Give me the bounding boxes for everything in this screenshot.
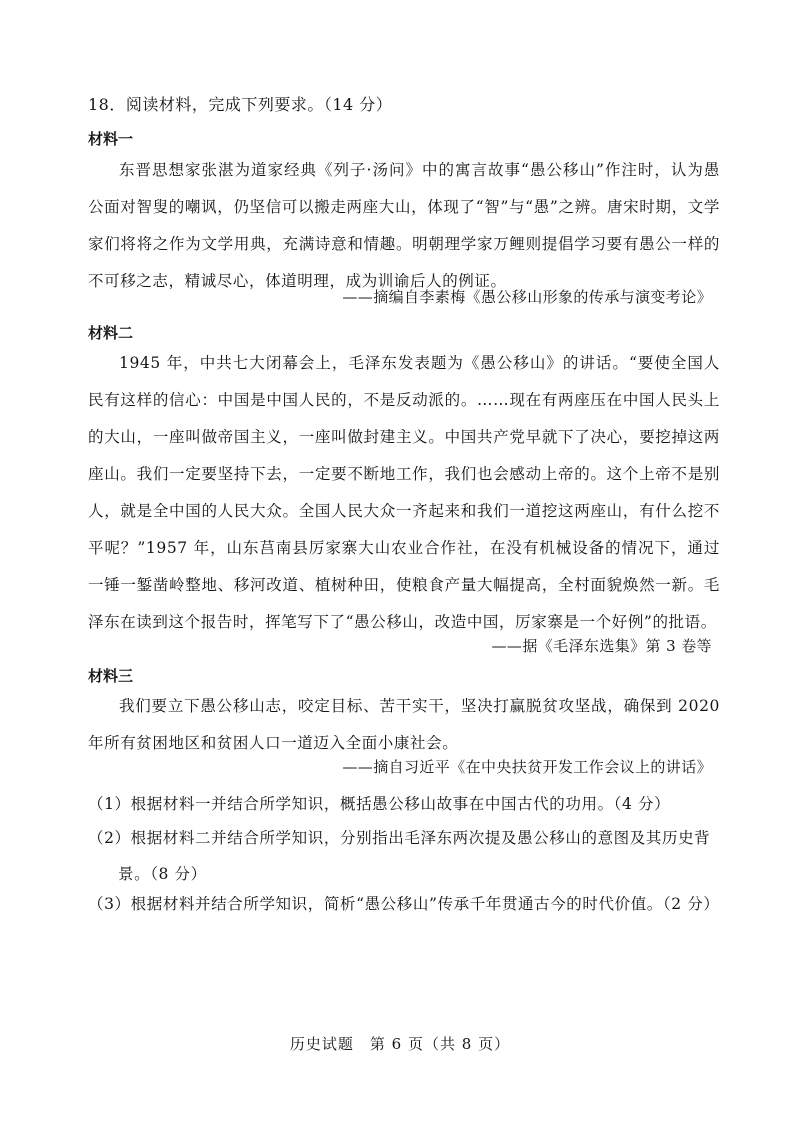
question-title: 18．阅读材料，完成下列要求。（14 分）	[88, 95, 393, 114]
sub-question-1: （1）根据材料一并结合所学知识，概括愚公移山故事在中国古代的功用。（4 分）	[88, 795, 671, 813]
sub-question-3: （3）根据材料并结合所学知识，简析“愚公移山”传承千年贯通古今的时代价值。（2 分）	[88, 895, 720, 913]
material-2-source: ——据《毛泽东选集》第 3 卷等	[491, 637, 712, 655]
page-footer: 历史试题 第 6 页（共 8 页）	[289, 1035, 511, 1053]
material-1-text: 东晋思想家张湛为道家经典《列子·汤问》中的寓言故事“愚公移山”作注时，认为愚公面对智叟的嘲讽，仍坚信可以搬走两座大山，体现了“智”与“愚”之辨。唐宋时期，文学家们将将之作为文学用典，充满诗意和情趣。明朝理学家万鲤则提倡学习要有愚公一样的不可移之志，精诚尽心，体道明理，成为训谕后人的例证。	[88, 161, 720, 290]
material-3-source: ——摘自习近平《在中央扶贫开发工作会议上的讲话》	[342, 758, 712, 776]
material-1-source: ——摘编自李素梅《愚公移山形象的传承与演变考论》	[342, 288, 712, 306]
material-1-heading: 材料一	[88, 130, 134, 148]
material-2-text: 1945 年，中共七大闭幕会上，毛泽东发表题为《愚公移山》的讲话。“要使全国人民有这样的信心：中国是中国人民的，不是反动派的。……现在有两座压在中国人民头上的大山，一座叫做帝国主义，一座叫做封建主义。中国共产党早就下了决心，要挖掉这两座山。我们一定要坚持下去，一定要不断地工作，我们也会感动上帝的。这个上帝不是别人，就是全中国的人民大众。全国人民大众一齐起来和我们一道挖这两座山，有什么挖不平呢？”1957 年，山东莒南县厉家寨大山农业合作社，在没有机械设备的情况下，通过一锤一錾凿岭整地、移河改道、植树种田，使粮食产量大幅提高，全村面貌焕然一新。毛泽东在读到这个报告时，挥笔写下了“愚公移山，改造中国，厉家寨是一个好例”的批语。	[88, 354, 720, 631]
material-3-heading: 材料三	[88, 667, 134, 685]
material-2-heading: 材料二	[88, 324, 134, 342]
material-3-text: 我们要立下愚公移山志，咬定目标、苦干实干，坚决打赢脱贫攻坚战，确保到 2020 年所有贫困地区和贫困人口一道迈入全面小康社会。	[88, 697, 720, 752]
sub-question-2: （2）根据材料二并结合所学知识，分别指出毛泽东两次提及愚公移山的意图及其历史背景。（8 分）	[88, 829, 711, 883]
